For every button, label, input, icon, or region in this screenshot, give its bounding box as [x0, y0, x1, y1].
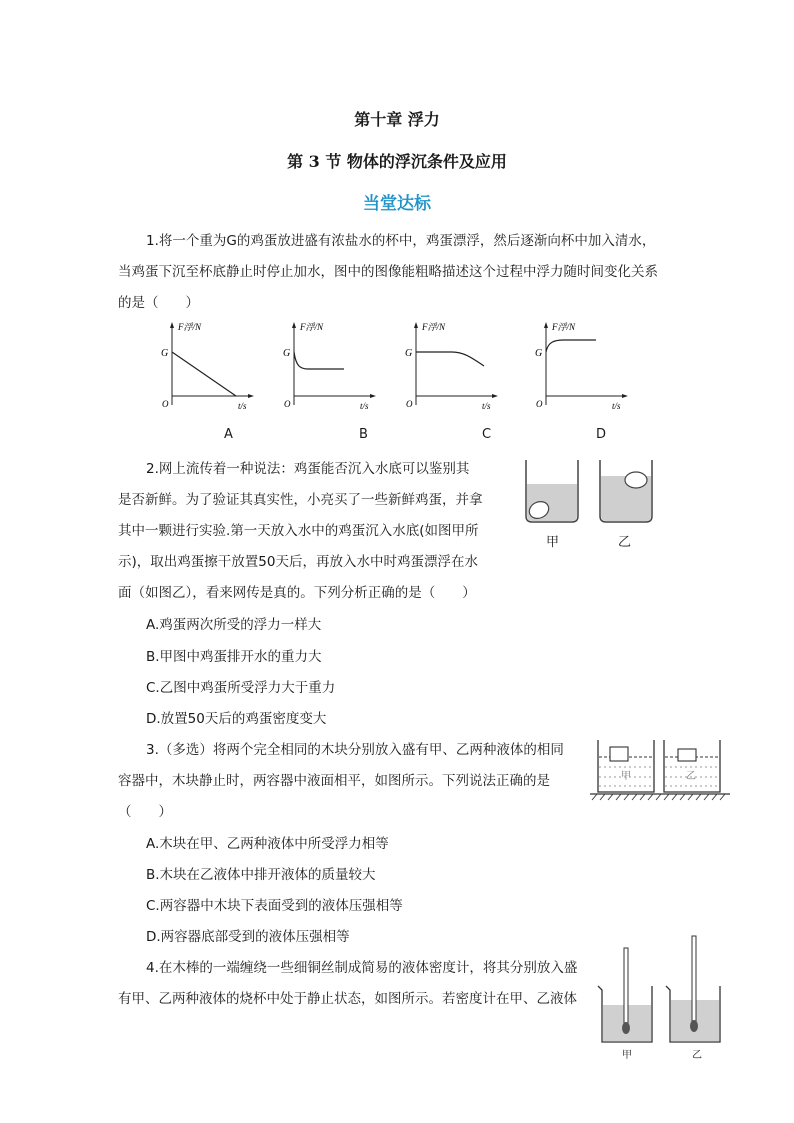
q3-option-a: A.木块在甲、乙两种液体中所受浮力相等: [146, 836, 389, 852]
q3-option-d: D.两容器底部受到的液体压强相等: [146, 929, 350, 945]
q1-line-3: 的是（ ）: [118, 295, 199, 311]
graph-b-origin: O: [284, 399, 291, 409]
graph-c: [402, 318, 502, 413]
graph-b-y-label: F浮/N: [300, 322, 324, 332]
q4-line-2: 有甲、乙两种液体的烧杯中处于静止状态，如图所示。若密度计在甲、乙液体: [118, 991, 577, 1007]
graph-b-x-label: t/s: [360, 401, 369, 411]
graph-b: [280, 318, 380, 413]
graph-d-g-label: G: [535, 348, 543, 359]
graph-a: [158, 318, 258, 413]
q3-fig-label-yi: 乙: [686, 771, 696, 782]
q3-line-2: 容器中，木块静止时，两容器中液面相平，如图所示。下列说法正确的是: [118, 773, 550, 789]
graph-d-origin: O: [536, 399, 543, 409]
hydrometer-figure: [594, 930, 734, 1050]
graph-c-y-label: F浮/N: [422, 322, 446, 332]
q3-fig-label-jia: 甲: [621, 771, 631, 782]
q1-option-c: C: [482, 427, 492, 442]
q2-option-a: A.鸡蛋两次所受的浮力一样大: [146, 617, 322, 633]
heading: 当堂达标: [363, 194, 431, 214]
q1-line-2: 当鸡蛋下沉至杯底静止时停止加水，图中的图像能粗略描述这个过程中浮力随时间变化关系: [118, 264, 658, 280]
graph-d: [532, 318, 632, 413]
graph-a-g-label: G: [161, 348, 169, 359]
q4-fig-label-jia: 甲: [622, 1050, 632, 1061]
q2-fig-label-yi: 乙: [618, 535, 632, 550]
q3-option-b: B.木块在乙液体中排开液体的质量较大: [146, 867, 376, 883]
q4-line-1: 4.在木棒的一端缠绕一些细铜丝制成简易的液体密度计，将其分别放入盛: [146, 960, 578, 976]
q2-line-5: 面（如图乙），看来网传是真的。下列分析正确的是（ ）: [118, 585, 476, 601]
chapter-title: 第十章 浮力: [354, 110, 440, 129]
graph-a-origin: O: [162, 399, 169, 409]
q3-option-c: C.两容器中木块下表面受到的液体压强相等: [146, 898, 403, 914]
q2-line-2: 是否新鲜。为了验证其真实性，小亮买了一些新鲜鸡蛋，并拿: [118, 492, 483, 508]
egg-cups-figure: [524, 458, 664, 528]
q1-line-1: 1.将一个重为G的鸡蛋放进盛有浓盐水的杯中，鸡蛋漂浮，然后逐渐向杯中加入清水，: [146, 233, 656, 249]
q2-line-3: 其中一颗进行实验.第一天放入水中的鸡蛋沉入水底(如图甲所: [118, 523, 479, 539]
graph-a-y-label: F浮/N: [178, 322, 202, 332]
graph-c-x-label: t/s: [482, 401, 491, 411]
graph-d-x-label: t/s: [612, 401, 621, 411]
graph-d-y-label: F浮/N: [552, 322, 576, 332]
q4-fig-label-yi: 乙: [692, 1050, 702, 1061]
graph-b-g-label: G: [283, 348, 291, 359]
graph-a-x-label: t/s: [238, 401, 247, 411]
q1-option-a: A: [224, 427, 233, 442]
q2-option-c: C.乙图中鸡蛋所受浮力大于重力: [146, 680, 336, 696]
q2-line-4: 示)，取出鸡蛋擦干放置50天后，再放入水中时鸡蛋漂浮在水: [118, 554, 478, 570]
section-title: 第 3 节 物体的浮沉条件及应用: [287, 152, 507, 171]
q2-line-1: 2.网上流传着一种说法：鸡蛋能否沉入水底可以鉴别其: [146, 461, 470, 477]
q2-fig-label-jia: 甲: [546, 535, 560, 550]
q1-option-d: D: [596, 427, 607, 442]
q2-option-d: D.放置50天后的鸡蛋密度变大: [146, 711, 327, 727]
wood-blocks-figure: [590, 734, 740, 804]
graph-c-g-label: G: [405, 348, 413, 359]
graph-c-origin: O: [406, 399, 413, 409]
q3-line-1: 3.（多选）将两个完全相同的木块分别放入盛有甲、乙两种液体的相同: [146, 742, 564, 758]
q1-option-b: B: [359, 427, 368, 442]
q2-option-b: B.甲图中鸡蛋排开水的重力大: [146, 649, 322, 665]
q3-line-3: （ ）: [118, 804, 172, 820]
